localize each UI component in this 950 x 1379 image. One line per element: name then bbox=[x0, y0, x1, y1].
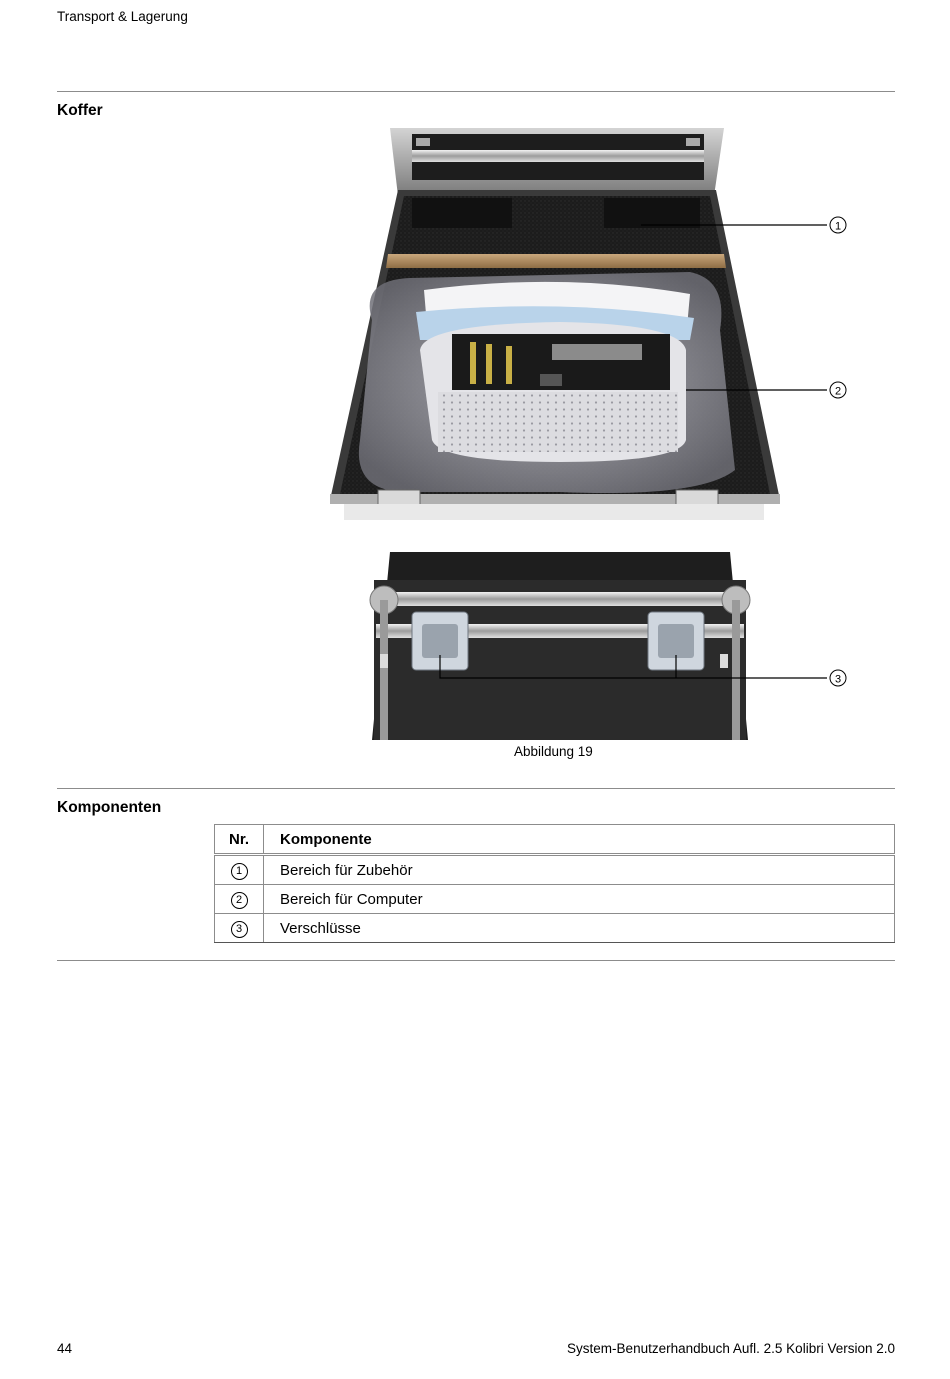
row-number: 1 bbox=[231, 863, 248, 880]
running-header: Transport & Lagerung bbox=[57, 9, 188, 24]
components-table bbox=[214, 824, 895, 943]
row-number: 3 bbox=[231, 921, 248, 938]
page-number: 44 bbox=[57, 1341, 73, 1356]
callout-2 bbox=[830, 382, 846, 398]
column-header-nr: Nr. bbox=[215, 825, 264, 855]
column-header-component: Komponente bbox=[264, 825, 895, 855]
row-component-cell: Bereich für Zubehör bbox=[264, 855, 895, 885]
table-row bbox=[215, 914, 895, 943]
figure-caption: Abbildung 19 bbox=[514, 744, 593, 759]
callout-1 bbox=[830, 217, 846, 233]
callout-3-label: 3 bbox=[834, 673, 842, 686]
row-number-cell bbox=[215, 855, 264, 885]
open-case-photo bbox=[330, 128, 780, 520]
footer-document-title: System-Benutzerhandbuch Aufl. 2.5 Kolibri Version 2.0 bbox=[567, 1341, 895, 1356]
row-number-cell bbox=[215, 914, 264, 943]
table-row bbox=[215, 885, 895, 914]
table-row bbox=[215, 855, 895, 885]
row-number-cell bbox=[215, 885, 264, 914]
row-component-cell: Verschlüsse bbox=[264, 914, 895, 943]
section-title-case: Koffer bbox=[57, 102, 103, 119]
divider bbox=[57, 960, 895, 961]
table-header-row bbox=[215, 825, 895, 855]
row-component-cell: Bereich für Computer bbox=[264, 885, 895, 914]
row-number: 2 bbox=[231, 892, 248, 909]
section-title-components: Komponenten bbox=[57, 799, 162, 816]
callout-1-label: 1 bbox=[834, 220, 842, 233]
divider bbox=[57, 788, 895, 789]
closed-case-photo bbox=[370, 552, 750, 740]
callout-2-label: 2 bbox=[834, 385, 842, 398]
callout-3 bbox=[830, 670, 846, 686]
